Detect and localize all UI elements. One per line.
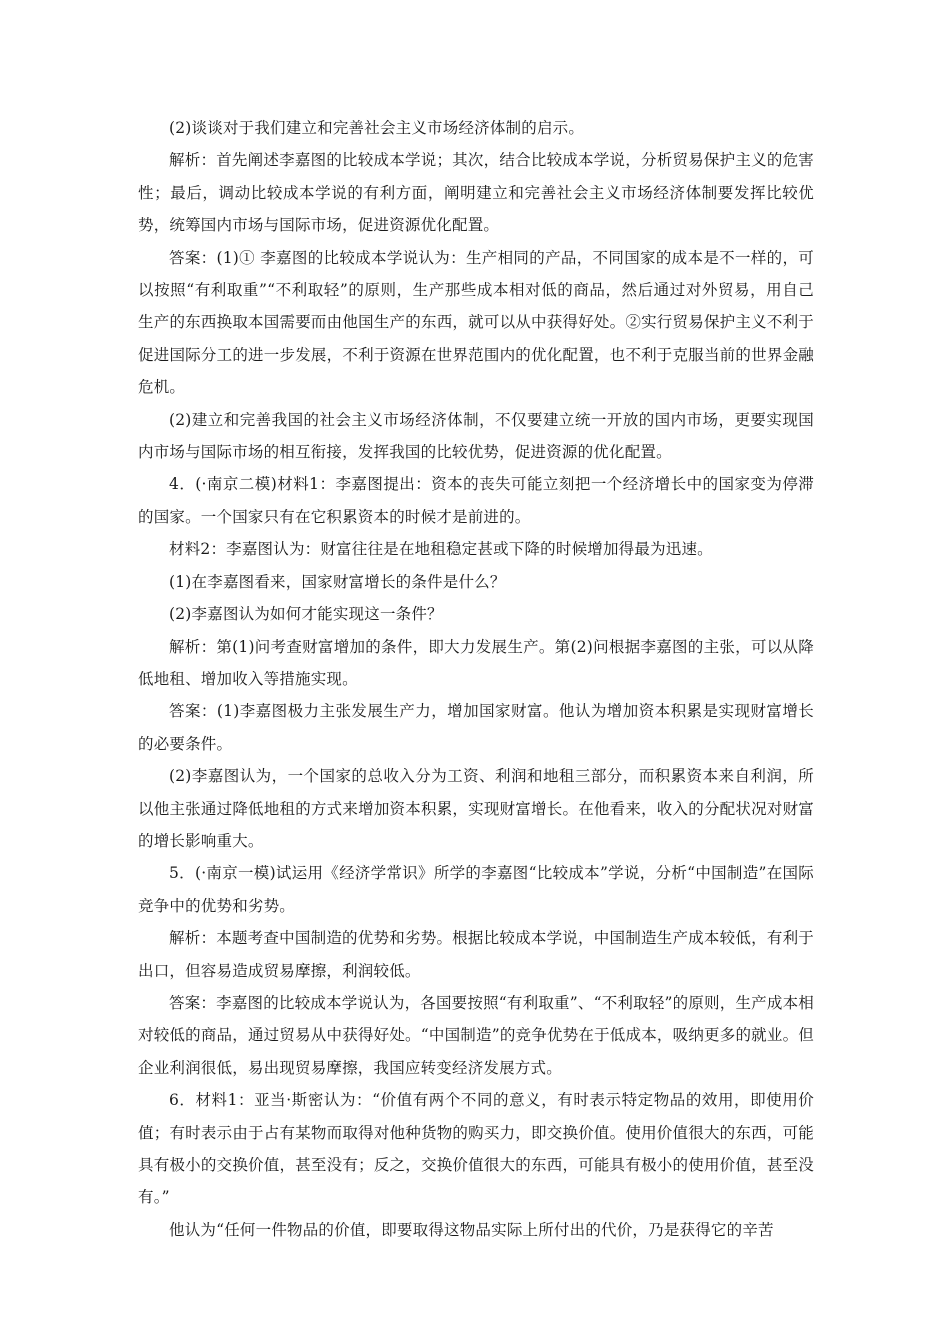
paragraph-q4-material-2: 材料2：李嘉图认为：财富往往是在地租稳定甚或下降的时候增加得最为迅速。	[169, 540, 713, 559]
paragraph-q3-answer-1: 答案：(1)① 李嘉图的比较成本学说认为：生产相同的产品，不同国家的成本是不一样的，可以按照“有利取重”“不利取轻”的原则，生产那些成本相对低的商品，然后通过对外贸易，用自己生产的东西换取本国需要而由他国生产的东西，就可以从中获得好处。②实行贸易保护主义不利于促进国际分工的进一步发展，不利于资源在世界范围内的优化配置，也不利于克服当前的世界金融危机。	[138, 248, 814, 397]
paragraph-q6-material-1: 6．材料1：亚当·斯密认为：“价值有两个不同的意义，有时表示特定物品的效用，即使用价值；有时表示由于占有某物而取得对他种货物的购买力，即交换价值。使用价值很大的东西，可能具有极小的交换价值，甚至没有；反之，交换价值很大的东西，可能具有极小的使用价值，甚至没有。”	[138, 1091, 814, 1207]
document-page	[138, 112, 814, 1246]
paragraph-q3-part2: (2)谈谈对于我们建立和完善社会主义市场经济体制的启示。	[169, 119, 585, 137]
paragraph-q4-part2: (2)李嘉图认为如何才能实现这一条件？	[169, 605, 443, 624]
paragraph-q5-analysis: 解析：本题考查中国制造的优势和劣势。根据比较成本学说，中国制造生产成本较低，有利于出口，但容易造成贸易摩擦，利润较低。	[138, 929, 814, 980]
paragraph-q4-part1: (1)在李嘉图看来，国家财富增长的条件是什么？	[169, 572, 506, 591]
paragraph-q5-answer: 答案：李嘉图的比较成本学说认为，各国要按照“有利取重”、“不利取轻”的原则，生产成本相对较低的商品，通过贸易从中获得好处。“中国制造”的竞争优势在于低成本，吸纳更多的就业。但企业利润很低，易出现贸易摩擦，我国应转变经济发展方式。	[138, 993, 814, 1077]
paragraph-q4-answer-1: 答案：(1)李嘉图极力主张发展生产力，增加国家财富。他认为增加资本积累是实现财富增长的必要条件。	[138, 702, 814, 753]
paragraph-q3-answer-2: (2)建立和完善我国的社会主义市场经济体制，不仅要建立统一开放的国内市场，更要实现国内市场与国际市场的相互衔接，发挥我国的比较优势，促进资源的优化配置。	[138, 410, 814, 462]
paragraph-q4-analysis: 解析：第(1)问考查财富增加的条件，即大力发展生产。第(2)问根据李嘉图的主张，可以从降低地租、增加收入等措施实现。	[138, 637, 814, 688]
paragraph-q4-material-1: 4．(·南京二模)材料1：李嘉图提出：资本的丧失可能立刻把一个经济增长中的国家变为停滞的国家。一个国家只有在它积累资本的时候才是前进的。	[138, 475, 814, 526]
paragraph-q5-question: 5．(·南京一模)试运用《经济学常识》所学的李嘉图“比较成本”学说，分析“中国制造”在国际竞争中的优势和劣势。	[138, 864, 814, 915]
paragraph-q6-continued: 他认为“任何一件物品的价值，即要取得这物品实际上所付出的代价，乃是获得它的辛苦	[169, 1220, 774, 1239]
paragraph-q4-answer-2: (2)李嘉图认为，一个国家的总收入分为工资、利润和地租三部分，而积累资本来自利润，所以他主张通过降低地租的方式来增加资本积累，实现财富增长。在他看来，收入的分配状况对财富的增长影响重大。	[138, 767, 814, 850]
paragraph-q3-analysis: 解析：首先阐述李嘉图的比较成本学说；其次，结合比较成本学说，分析贸易保护主义的危害性；最后，调动比较成本学说的有利方面，阐明建立和完善社会主义市场经济体制要发挥比较优势，统筹国内市场与国际市场，促进资源优化配置。	[138, 151, 814, 235]
